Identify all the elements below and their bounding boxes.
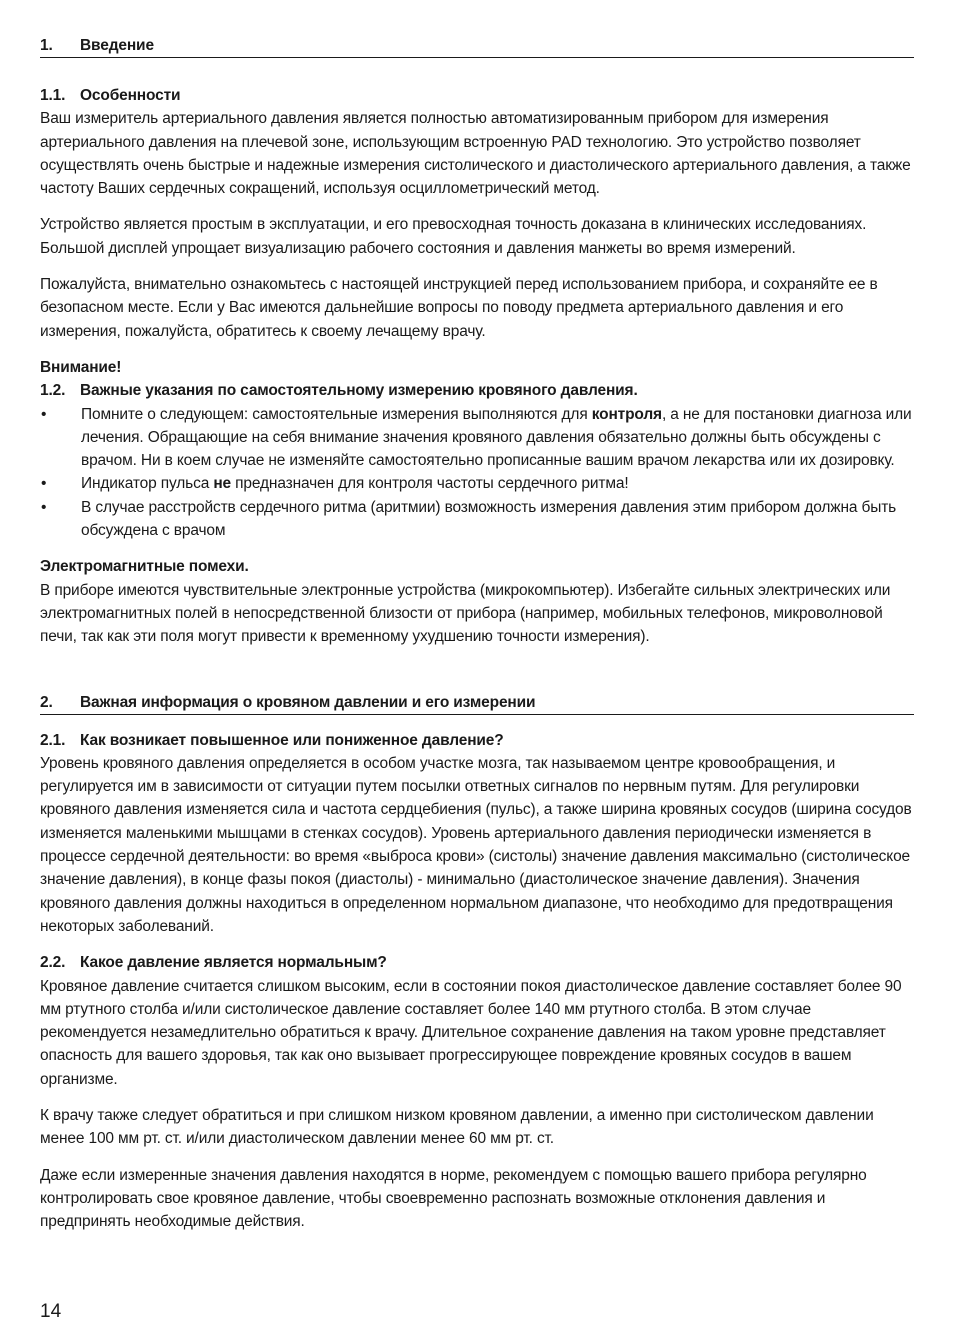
section-1-heading [40, 36, 914, 58]
subsection-number: 2.2. [40, 954, 66, 972]
attention-heading: Внимание! [40, 358, 122, 376]
subsection-1-2-heading [40, 379, 914, 402]
page-content [40, 36, 914, 1233]
list-item-text [81, 403, 914, 473]
paragraph: Уровень кровяного давления определяется в особом участке мозга, так называемом центре кровообращения, и регулируется им в зависимости от ситуации путем посылки ответных сигналов по нервным путям. Для регулировки кровяного давления изменяется сила и частота сердцебиения (пульс), а также ширина кровяных сосудов (ширина сосудов изменяется маленькими мышцами в стенках сосудов). Уровень артериального давления периодически изменяется в процессе сердечной деятельности: во время «выброса крови» (систолы) значение давления максимально (систолическое значение давления), в конце фазы покоя (диастолы) - минимально (диастолическое значение давления). Значения кровяного давления должны находиться в определенном нормальном диапазоне, что необходимо для предотвращения некоторых заболеваний. [40, 754, 912, 935]
list-item-text: В случае расстройств сердечного ритма (аритмии) возможность измерения давления этим прибором должна быть обсуждена с врачом [81, 498, 897, 540]
text-run: Индикатор пульса [81, 475, 214, 493]
emi-heading: Электромагнитные помехи. [40, 558, 249, 576]
subsection-title: Как возникает повышенное или пониженное давление? [80, 731, 504, 749]
list-item [40, 496, 914, 543]
section-title: Важная информация о кровяном давлении и его измерении [80, 693, 536, 711]
paragraph: Даже если измеренные значения давления находятся в норме, рекомендуем с помощью вашего прибора регулярно контролировать свое кровяное давление, чтобы своевременно распознать возможные отклонения давления и предпринять необходимые действия. [40, 1166, 867, 1231]
bullet-icon: • [41, 475, 47, 493]
bullet-icon: • [41, 498, 47, 516]
section-title: Введение [80, 37, 154, 54]
warning-list [40, 403, 914, 543]
subsection-title: Важные указания по самостоятельному измерению кровяного давления. [80, 382, 638, 400]
paragraph: К врачу также следует обратиться и при слишком низком кровяном давлении, а именно при систолическом давлении менее 100 мм рт. ст. и/или диастолическом давлении менее 60 мм рт. ст. [40, 1106, 874, 1148]
text-run: предназначен для контроля частоты сердечного ритма! [231, 475, 629, 493]
subsection-title: Особенности [80, 87, 181, 104]
bullet-icon: • [41, 405, 47, 423]
emphasis: контроля [591, 405, 662, 423]
section-number: 2. [40, 693, 53, 711]
page-number: 14 [40, 1301, 62, 1322]
paragraph: Ваш измеритель артериального давления является полностью автоматизированным прибором для измерения артериального давления на плечевой зоне, использующим встроенную PAD технологию. Это устройство позволяет осуществлять очень быстрые и надежные измерения систолического и диастолического артериального давления, а также частоту Ваших сердечных сокращений, используя осциллометрический метод. [40, 110, 911, 198]
subsection-title: Какое давление является нормальным? [80, 954, 387, 972]
subsection-2-2-heading [40, 951, 914, 974]
list-item-text [81, 472, 628, 495]
paragraph: В приборе имеются чувствительные электронные устройства (микрокомпьютер). Избегайте сильных электрических или электромагнитных полей в непосредственной близости от прибора (например, мобильных телефонов, микроволновой печи, так как эти поля могут привести к временному ухудшению точности измерения). [40, 581, 891, 646]
subsection-number: 2.1. [40, 731, 66, 749]
section-number: 1. [40, 37, 53, 54]
subsection-number: 1.2. [40, 382, 66, 400]
paragraph: Пожалуйста, внимательно ознакомьтесь с настоящей инструкцией перед использованием прибора, и сохраняйте ее в безопасном месте. Если у Вас имеются дальнейшие вопросы по поводу предмета артериального давления и его измерения, пожалуйста, обратитесь к своему лечащему врачу. [40, 276, 878, 340]
text-run: Помните о следующем: самостоятельные измерения выполняются для [81, 405, 592, 423]
emphasis: не [213, 475, 232, 493]
subsection-number: 1.1. [40, 87, 66, 104]
subsection-2-1-heading [40, 729, 914, 752]
list-item [40, 403, 914, 473]
list-item [40, 472, 914, 495]
subsection-1-1-heading [40, 84, 914, 107]
section-2-heading [40, 693, 914, 715]
paragraph: Устройство является простым в эксплуатации, и его превосходная точность доказана в клинических исследованиях. Большой дисплей упрощает визуализацию рабочего состояния и давления манжеты во время измерений. [40, 216, 867, 257]
paragraph: Кровяное давление считается слишком высоким, если в состоянии покоя диастолическое давление составляет более 90 мм ртутного столба и/или систолическое давление составляет более 140 мм ртутного столба. В этом случае рекомендуется незамедлительно обратиться к врачу. Длительное сохранение давления на таком уровне представляет опасность для вашего здоровья, так как оно вызывает прогрессирующее повреждение кровяных сосудов в вашем организме. [40, 977, 902, 1088]
text-run: , а не для постановки диагноза или лечения. Обращающие на себя внимание значения кровяного давления обязательно должны быть обсуждены с врачом. Ни в коем случае не изменяйте самостоятельно прописанные вашим врачом лекарства или их дозировку. [81, 405, 912, 470]
